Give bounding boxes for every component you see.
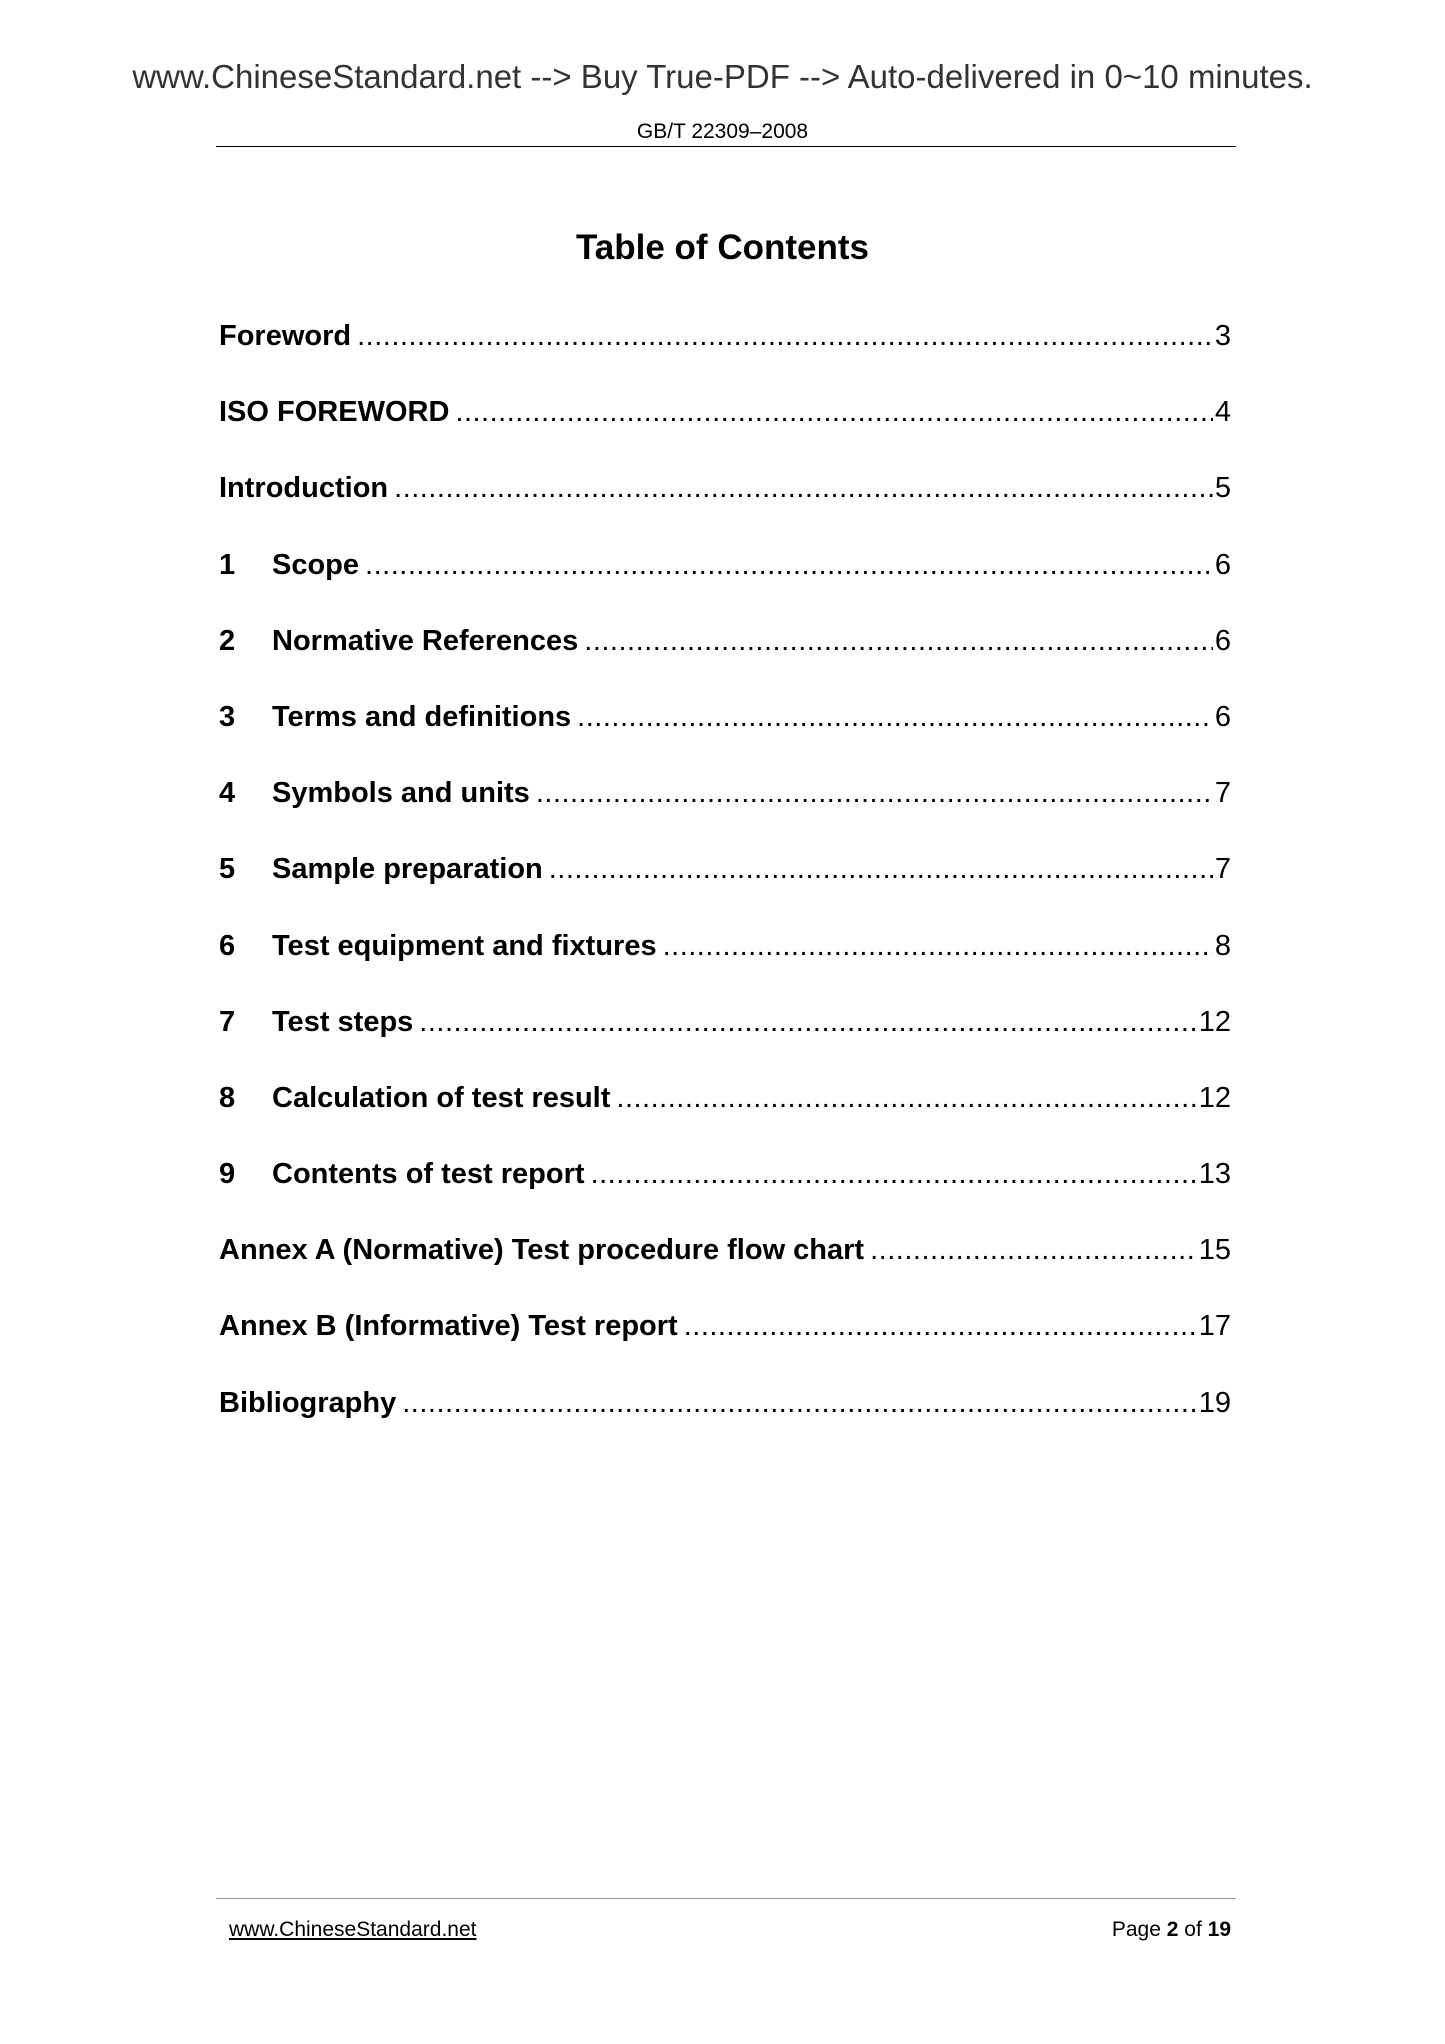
page-number-current: 2 <box>1166 1918 1179 1941</box>
toc-entry-normative-references[interactable] <box>219 623 1231 699</box>
toc-entry-number: 2 <box>219 624 236 657</box>
toc-entry-test-steps[interactable] <box>219 1004 1231 1080</box>
toc-dot-leader <box>365 547 1213 583</box>
toc-entry-terms-and-definitions[interactable] <box>219 699 1231 775</box>
toc-entry-number: 4 <box>219 777 236 810</box>
table-of-contents <box>219 318 1231 1461</box>
toc-entry-label: Test equipment and fixtures <box>272 929 657 962</box>
footer-website-link[interactable]: www.ChineseStandard.net <box>229 1918 477 1941</box>
toc-entry-introduction[interactable] <box>219 470 1231 546</box>
toc-dot-leader <box>663 928 1213 964</box>
toc-entry-label: Annex B (Informative) Test report <box>219 1310 678 1343</box>
toc-entry-sample-preparation[interactable] <box>219 851 1231 927</box>
toc-entry-page: 12 <box>1198 1005 1231 1038</box>
toc-dot-leader <box>549 851 1213 887</box>
toc-entry-annex-b[interactable] <box>219 1308 1231 1384</box>
toc-entry-page: 12 <box>1198 1081 1231 1114</box>
toc-entry-page: 3 <box>1214 320 1231 352</box>
toc-entry-number: 6 <box>219 929 236 962</box>
toc-dot-leader <box>402 1385 1197 1421</box>
page-number <box>1112 1918 1231 1942</box>
toc-entry-test-report-contents[interactable] <box>219 1156 1231 1232</box>
header-banner: www.ChineseStandard.net --> Buy True-PDF --> Auto-delivered in 0~10 minutes. <box>132 58 1313 95</box>
toc-dot-leader <box>419 1004 1196 1040</box>
toc-entry-page: 6 <box>1214 700 1231 733</box>
toc-entry-label: Foreword <box>219 320 352 352</box>
toc-entry-label: Contents of test report <box>272 1158 585 1191</box>
page-number-prefix: Page <box>1111 1918 1161 1941</box>
toc-dot-leader <box>577 699 1213 735</box>
toc-entry-scope[interactable] <box>219 547 1231 623</box>
toc-entry-number: 3 <box>219 700 236 733</box>
toc-dot-leader <box>357 318 1213 354</box>
toc-dot-leader <box>394 470 1213 506</box>
toc-entry-label: Bibliography <box>219 1386 397 1419</box>
toc-entry-page: 5 <box>1214 472 1231 505</box>
toc-entry-label: Annex A (Normative) Test procedure flow chart <box>219 1234 865 1267</box>
toc-entry-test-equipment[interactable] <box>219 928 1231 1004</box>
toc-entry-page: 4 <box>1214 396 1231 429</box>
toc-entry-number: 9 <box>219 1158 236 1191</box>
toc-entry-label: Symbols and units <box>272 777 530 810</box>
footer-divider <box>216 1898 1236 1899</box>
toc-entry-page: 7 <box>1214 777 1231 810</box>
toc-dot-leader <box>584 623 1213 659</box>
toc-dot-leader <box>536 775 1213 811</box>
toc-entry-calculation[interactable] <box>219 1080 1231 1156</box>
toc-entry-label: Scope <box>272 548 360 581</box>
toc-dot-leader <box>870 1232 1197 1268</box>
toc-dot-leader <box>616 1080 1196 1116</box>
toc-entry-number: 5 <box>219 853 236 886</box>
toc-dot-leader <box>455 394 1212 430</box>
toc-entry-label: Normative References <box>272 624 579 657</box>
toc-entry-label: Introduction <box>219 472 389 505</box>
toc-entry-number: 8 <box>219 1081 236 1114</box>
page-number-total: 19 <box>1207 1918 1231 1941</box>
toc-entry-label: ISO FOREWORD <box>219 396 450 429</box>
page-title: Table of Contents <box>576 228 869 267</box>
toc-entry-iso-foreword[interactable] <box>219 394 1231 470</box>
header-divider <box>216 146 1236 147</box>
toc-entry-bibliography[interactable] <box>219 1385 1231 1461</box>
toc-entry-label: Calculation of test result <box>272 1081 611 1114</box>
toc-entry-page: 13 <box>1198 1158 1231 1191</box>
toc-entry-label: Sample preparation <box>272 853 543 886</box>
toc-entry-symbols-and-units[interactable] <box>219 775 1231 851</box>
toc-entry-label: Test steps <box>272 1005 414 1038</box>
toc-entry-page: 6 <box>1214 548 1231 581</box>
page-number-of: of <box>1184 1918 1202 1941</box>
toc-dot-leader <box>591 1156 1197 1192</box>
toc-entry-annex-a[interactable] <box>219 1232 1231 1308</box>
toc-entry-page: 7 <box>1214 853 1231 886</box>
toc-entry-label: Terms and definitions <box>272 700 572 733</box>
toc-entry-number: 7 <box>219 1005 236 1038</box>
document-code: GB/T 22309–2008 <box>636 120 809 143</box>
toc-dot-leader <box>684 1308 1197 1344</box>
toc-entry-foreword[interactable] <box>219 318 1231 394</box>
toc-entry-page: 6 <box>1214 624 1231 657</box>
toc-entry-page: 15 <box>1198 1234 1231 1267</box>
toc-entry-number: 1 <box>219 548 236 581</box>
toc-entry-page: 17 <box>1198 1310 1231 1343</box>
toc-entry-page: 8 <box>1214 929 1231 962</box>
toc-entry-page: 19 <box>1198 1386 1231 1419</box>
